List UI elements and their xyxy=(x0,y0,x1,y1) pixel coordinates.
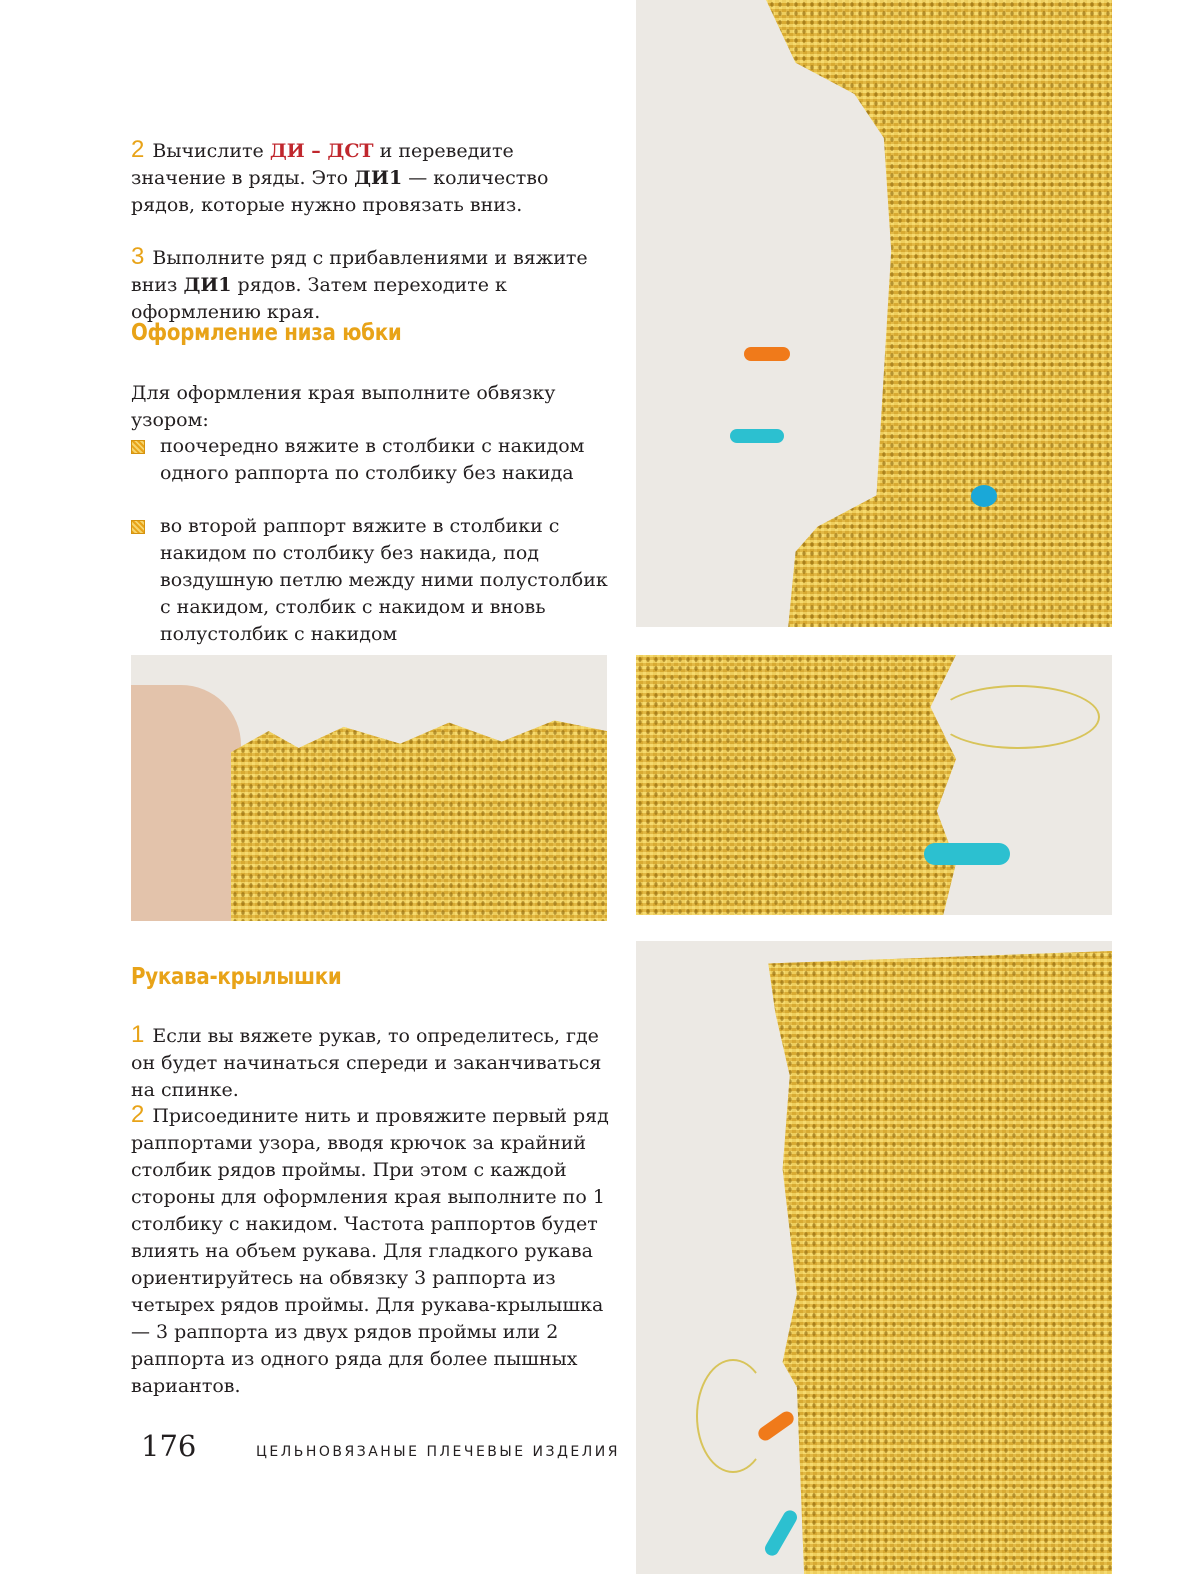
step-3-paragraph: 3 Выполните ряд с прибавлениями и вяжите вниз ДИ1 рядов. Затем переходите к оформлению края. xyxy=(131,243,588,323)
list-item: во второй раппорт вяжите в столбики с накидом по столбику без накида, под воздушную петлю между ними полустолбик с накидом, столбик с накидом и вновь полустолбик с накидом xyxy=(131,513,611,648)
photo-edge-closeup xyxy=(636,655,1112,915)
cyan-marker-icon xyxy=(924,843,1010,865)
bullet-icon xyxy=(131,440,145,454)
step-number: 2 xyxy=(131,136,145,163)
step-number: 3 xyxy=(131,243,145,270)
section-heading-wing-sleeves: Рукава-крылышки xyxy=(131,964,342,990)
yarn-loop xyxy=(936,685,1100,749)
step-1-paragraph: 1 Если вы вяжете рукав, то определитесь, где он будет начинаться спереди и заканчиваться на спинке. xyxy=(131,1021,602,1101)
step-2-paragraph: 2 Присоедините нить и провяжите первый ряд раппортами узора, вводя крючок за крайний столбик рядов проймы. При этом с каждой стороны для оформления края выполните по 1 столбику с накидом. Частота раппортов будет влиять на объем рукава. Для гладкого рукава ориентируйтесь на обвязку 3 раппорта из четырех рядов проймы. Для рукава-крылышка — 3 раппорта из двух рядов проймы или 2 раппорта из одного ряда для более пышных вариантов. xyxy=(131,1101,609,1397)
photo-sleeve-armhole xyxy=(636,941,1112,1574)
step-number: 1 xyxy=(131,1021,145,1048)
yarn-loop xyxy=(696,1359,770,1473)
bullet-icon xyxy=(131,520,145,534)
page-number: 176 xyxy=(141,1429,197,1463)
blue-marker-icon xyxy=(971,485,997,507)
list-item: поочередно вяжите в столбики с накидом одного раппорта по столбику без накида xyxy=(131,433,611,487)
photo-knitted-yoke xyxy=(636,0,1112,627)
formula-highlight: ДИ – ДСТ xyxy=(269,140,374,162)
orange-marker-icon xyxy=(744,347,790,361)
cyan-marker-icon xyxy=(730,429,784,443)
hand-thumb xyxy=(131,685,241,921)
chapter-title: ЦЕЛЬНОВЯЗАНЫЕ ПЛЕЧЕВЫЕ ИЗДЕЛИЯ xyxy=(256,1444,621,1460)
section-intro: Для оформления края выполните обвязку узором: xyxy=(131,382,556,431)
step-2-paragraph: 2 Вычислите ДИ – ДСТ и переведите значение в ряды. Это ДИ1 — количество рядов, которые нужно провязать вниз. xyxy=(131,136,549,216)
section-heading-skirt-hem: Оформление низа юбки xyxy=(131,320,402,346)
step-number: 2 xyxy=(131,1101,145,1128)
photo-skirt-hem-edging xyxy=(131,655,607,921)
